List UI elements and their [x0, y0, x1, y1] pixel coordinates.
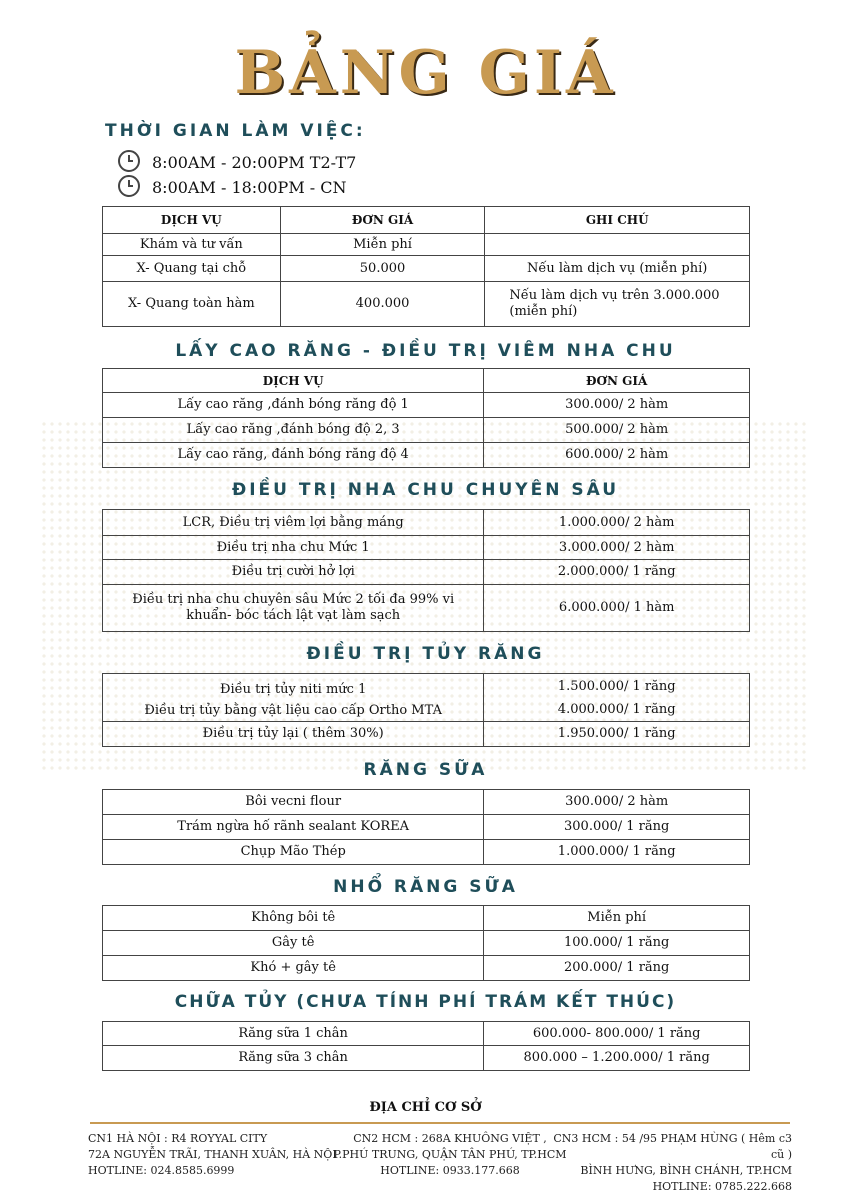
working-hours-heading: THỜI GIAN LÀM VIỆC:: [105, 121, 366, 141]
table-row: [103, 1046, 750, 1071]
perio-heading: ĐIỀU TRỊ NHA CHU CHUYÊN SÂU: [231, 480, 620, 500]
scaling-heading: LẤY CAO RĂNG - ĐIỀU TRỊ VIÊM NHA CHU: [175, 341, 676, 361]
branch-3: [540, 1131, 792, 1195]
price-cell: 100.000/ 1 răng: [484, 931, 750, 956]
service-cell: Gây tê: [103, 931, 484, 956]
price-cell: 3.000.000/ 2 hàm: [484, 536, 750, 560]
branch-address-line: CN1 HÀ NỘI : R4 ROYYAL CITY: [88, 1132, 268, 1145]
price-cell: 6.000.000/ 1 hàm: [484, 585, 750, 632]
table-row: [103, 560, 750, 585]
extraction-heading: NHỔ RĂNG SỮA: [333, 877, 518, 897]
service-cell: Chụp Mão Thép: [103, 840, 484, 865]
price-cell: 400.000: [280, 282, 485, 327]
endo-heading: ĐIỀU TRỊ TỦY RĂNG: [306, 644, 545, 664]
service-cell: Răng sữa 3 chân: [103, 1046, 484, 1071]
price-cell: 1.950.000/ 1 răng: [484, 722, 750, 747]
table-row: [103, 585, 750, 632]
service-cell: Bôi vecni flour: [103, 790, 484, 815]
note-cell: [485, 234, 750, 256]
price-cell: 50.000: [280, 256, 485, 282]
price-cell: 1.000.000/ 1 răng: [484, 840, 750, 865]
service-cell: Khó + gây tê: [103, 956, 484, 981]
table-row: [103, 393, 750, 418]
table-row: [103, 722, 750, 747]
table-row: [103, 906, 750, 931]
service-cell: Điều trị nha chu chuyên sâu Mức 2 tối đa 99% vi khuẩn- bóc tách lật vạt làm sạch: [103, 585, 484, 632]
table-row: [103, 931, 750, 956]
table-header-row: [103, 369, 750, 393]
service-cell: Điều trị tủy lại ( thêm 30%): [103, 722, 484, 747]
hours-weekday-text: 8:00AM - 20:00PM T2-T7: [152, 153, 357, 172]
branch-hotline: HOTLINE: 024.8585.6999: [88, 1164, 235, 1177]
service-cell: Trám ngừa hố rãnh sealant KOREA: [103, 815, 484, 840]
table-row: [103, 956, 750, 981]
general-price-table: [102, 206, 750, 327]
clock-icon: [118, 175, 140, 197]
table-row: [103, 418, 750, 443]
pulp-treatment-heading: CHỮA TỦY (CHƯA TÍNH PHÍ TRÁM KẾT THÚC): [174, 992, 677, 1012]
branch-hotline: HOTLINE: 0933.177.668: [380, 1164, 520, 1177]
service-line: Điều trị tủy bằng vật liệu cao cấp Ortho MTA: [144, 703, 442, 718]
service-cell: Khám và tư vấn: [103, 234, 281, 256]
header-service: DỊCH VỤ: [103, 207, 281, 234]
service-cell: Điều trị cười hở lợi: [103, 560, 484, 585]
clock-icon: [118, 150, 140, 172]
branch-address-line: P.PHÚ TRUNG, QUẬN TÂN PHÚ, TP.HCM: [333, 1148, 567, 1161]
price-cell: Miễn phí: [280, 234, 485, 256]
table-header-row: [103, 207, 750, 234]
table-row: [103, 840, 750, 865]
header-note: GHI CHÚ: [485, 207, 750, 234]
table-row: [103, 536, 750, 560]
extraction-table: [102, 905, 750, 981]
scaling-table: [102, 368, 750, 468]
service-line: Điều trị tủy niti mức 1: [219, 682, 367, 697]
service-cell: Lấy cao răng ,đánh bóng độ 2, 3: [103, 418, 484, 443]
branch-address-line: 72A NGUYỄN TRÃI, THANH XUÂN, HÀ NỘI: [88, 1148, 337, 1161]
table-row: [103, 674, 750, 722]
branch-address-line: BÌNH HƯNG, BÌNH CHÁNH, TP.HCM: [580, 1164, 792, 1177]
price-line: 4.000.000/ 1 răng: [557, 701, 676, 717]
header-price: ĐƠN GIÁ: [484, 369, 750, 393]
price-cell: Miễn phí: [484, 906, 750, 931]
hours-weekday: [118, 150, 356, 172]
service-cell: X- Quang tại chỗ: [103, 256, 281, 282]
price-cell: 2.000.000/ 1 răng: [484, 560, 750, 585]
address-heading: ĐỊA CHỈ CƠ SỞ: [369, 1100, 482, 1115]
note-cell: Nếu làm dịch vụ (miễn phí): [485, 256, 750, 282]
table-row: [103, 282, 750, 327]
perio-table: [102, 509, 750, 632]
header-price: ĐƠN GIÁ: [280, 207, 485, 234]
milk-teeth-heading: RĂNG SỮA: [363, 760, 488, 780]
page-title: BẢNG GIÁ: [234, 38, 617, 108]
table-row: [103, 234, 750, 256]
price-cell: 300.000/ 2 hàm: [484, 790, 750, 815]
service-cell: X- Quang toàn hàm: [103, 282, 281, 327]
price-cell: 200.000/ 1 răng: [484, 956, 750, 981]
branch-address-line: CN2 HCM : 268A KHUÔNG VIỆT ,: [353, 1132, 547, 1145]
service-cell: Không bôi tê: [103, 906, 484, 931]
endo-table: [102, 673, 750, 747]
table-row: [103, 1022, 750, 1046]
price-line: 1.500.000/ 1 răng: [557, 678, 676, 694]
service-cell: Lấy cao răng, đánh bóng răng độ 4: [103, 443, 484, 468]
hours-sunday: [118, 175, 347, 197]
table-row: [103, 443, 750, 468]
branch-hotline: HOTLINE: 0785.222.668: [652, 1180, 792, 1193]
price-cell: 800.000 – 1.200.000/ 1 răng: [484, 1046, 750, 1071]
header-service: DỊCH VỤ: [103, 369, 484, 393]
divider: [90, 1122, 790, 1124]
service-cell: Răng sữa 1 chân: [103, 1022, 484, 1046]
service-cell: Điều trị nha chu Mức 1: [103, 536, 484, 560]
branch-2: [330, 1131, 570, 1179]
price-cell: [484, 674, 750, 722]
service-cell: LCR, Điều trị viêm lợi bằng máng: [103, 510, 484, 536]
milk-teeth-table: [102, 789, 750, 865]
hours-sunday-text: 8:00AM - 18:00PM - CN: [152, 178, 347, 197]
price-cell: 300.000/ 2 hàm: [484, 393, 750, 418]
price-cell: 600.000- 800.000/ 1 răng: [484, 1022, 750, 1046]
pulp-treatment-table: [102, 1021, 750, 1071]
note-cell: Nếu làm dịch vụ trên 3.000.000 (miễn phí): [485, 282, 750, 327]
branch-address-line: CN3 HCM : 54 /95 PHẠM HÙNG ( Hêm c3 cũ ): [553, 1132, 792, 1161]
price-cell: 500.000/ 2 hàm: [484, 418, 750, 443]
service-cell: Lấy cao răng ,đánh bóng răng độ 1: [103, 393, 484, 418]
table-row: [103, 256, 750, 282]
table-row: [103, 790, 750, 815]
price-cell: 300.000/ 1 răng: [484, 815, 750, 840]
branch-1: [88, 1131, 337, 1179]
price-cell: 1.000.000/ 2 hàm: [484, 510, 750, 536]
table-row: [103, 510, 750, 536]
table-row: [103, 815, 750, 840]
service-cell: [103, 674, 484, 722]
price-cell: 600.000/ 2 hàm: [484, 443, 750, 468]
